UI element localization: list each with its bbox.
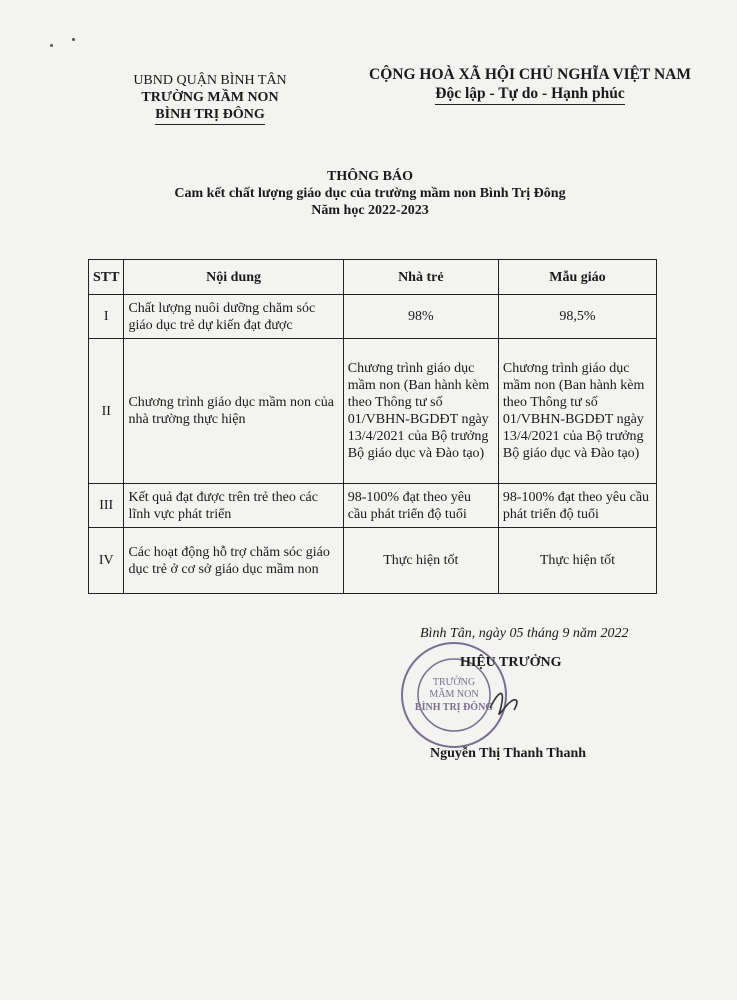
- district-name: UBND QUẬN BÌNH TÂN: [133, 73, 287, 88]
- national-motto: Độc lập - Tự do - Hạnh phúc: [435, 84, 624, 105]
- stamp-line-2: MẦM NON: [429, 689, 479, 700]
- table-row: [89, 339, 657, 484]
- row-mau-giao: Chương trình giáo dục mầm non (Ban hành kèm theo Thông tư số 01/VBHN-BGDĐT ngày 13/4/2021 của Bộ trưởng Bộ giáo dục và Đào tạo): [498, 339, 656, 484]
- signer-title: HIỆU TRƯỞNG: [460, 655, 562, 670]
- notice-subtitle: Cam kết chất lượng giáo dục của trường mầm non Bình Trị Đông: [174, 186, 566, 201]
- national-title: CỘNG HOÀ XÃ HỘI CHỦ NGHĨA VIỆT NAM: [369, 66, 691, 83]
- header-noi-dung: Nội dung: [124, 260, 343, 295]
- row-noi-dung: Chương trình giáo dục mầm non của nhà trường thực hiện: [124, 339, 343, 484]
- header-nha-tre: Nhà trẻ: [343, 260, 498, 295]
- notice-year: Năm học 2022-2023: [311, 203, 429, 218]
- school-type: TRƯỜNG MẦM NON: [141, 90, 279, 105]
- school-name: BÌNH TRỊ ĐÔNG: [155, 106, 264, 125]
- table-header-row: [89, 260, 657, 295]
- signing-date: Bình Tân, ngày 05 tháng 9 năm 2022: [420, 626, 629, 641]
- national-header: [345, 65, 715, 105]
- row-nha-tre: 98-100% đạt theo yêu cầu phát triển độ tuổi: [343, 484, 498, 528]
- scan-speck: [72, 38, 75, 41]
- signer-name: Nguyễn Thị Thanh Thanh: [430, 746, 587, 761]
- header-mau-giao: Mẫu giáo: [498, 260, 656, 295]
- table-row: [89, 484, 657, 528]
- row-stt: IV: [89, 528, 124, 594]
- scan-speck: [50, 44, 53, 47]
- row-mau-giao: 98,5%: [498, 295, 656, 339]
- row-stt: III: [89, 484, 124, 528]
- commitment-table: [88, 259, 657, 594]
- row-mau-giao: 98-100% đạt theo yêu cầu phát triển độ tuổi: [498, 484, 656, 528]
- row-nha-tre: Chương trình giáo dục mầm non (Ban hành kèm theo Thông tư số 01/VBHN-BGDĐT ngày 13/4/2021 của Bộ trưởng Bộ giáo dục và Đào tạo): [343, 339, 498, 484]
- row-noi-dung: Kết quả đạt được trên trẻ theo các lĩnh vực phát triển: [124, 484, 343, 528]
- notice-title: THÔNG BÁO: [327, 169, 413, 184]
- stamp-line-3: BÌNH TRỊ ĐÔNG: [414, 702, 494, 713]
- header-stt: STT: [89, 260, 124, 295]
- table-row: [89, 295, 657, 339]
- row-nha-tre: Thực hiện tốt: [343, 528, 498, 594]
- row-noi-dung: Chất lượng nuôi dưỡng chăm sóc giáo dục trẻ dự kiến đạt được: [124, 295, 343, 339]
- issuer-header: [110, 72, 310, 125]
- row-noi-dung: Các hoạt động hỗ trợ chăm sóc giáo dục trẻ ở cơ sở giáo dục mầm non: [124, 528, 343, 594]
- notice-heading: [60, 168, 680, 219]
- stamp-line-1: TRƯỜNG: [432, 677, 476, 688]
- row-mau-giao: Thực hiện tốt: [498, 528, 656, 594]
- table-row: [89, 528, 657, 594]
- row-stt: II: [89, 339, 124, 484]
- row-stt: I: [89, 295, 124, 339]
- row-nha-tre: 98%: [343, 295, 498, 339]
